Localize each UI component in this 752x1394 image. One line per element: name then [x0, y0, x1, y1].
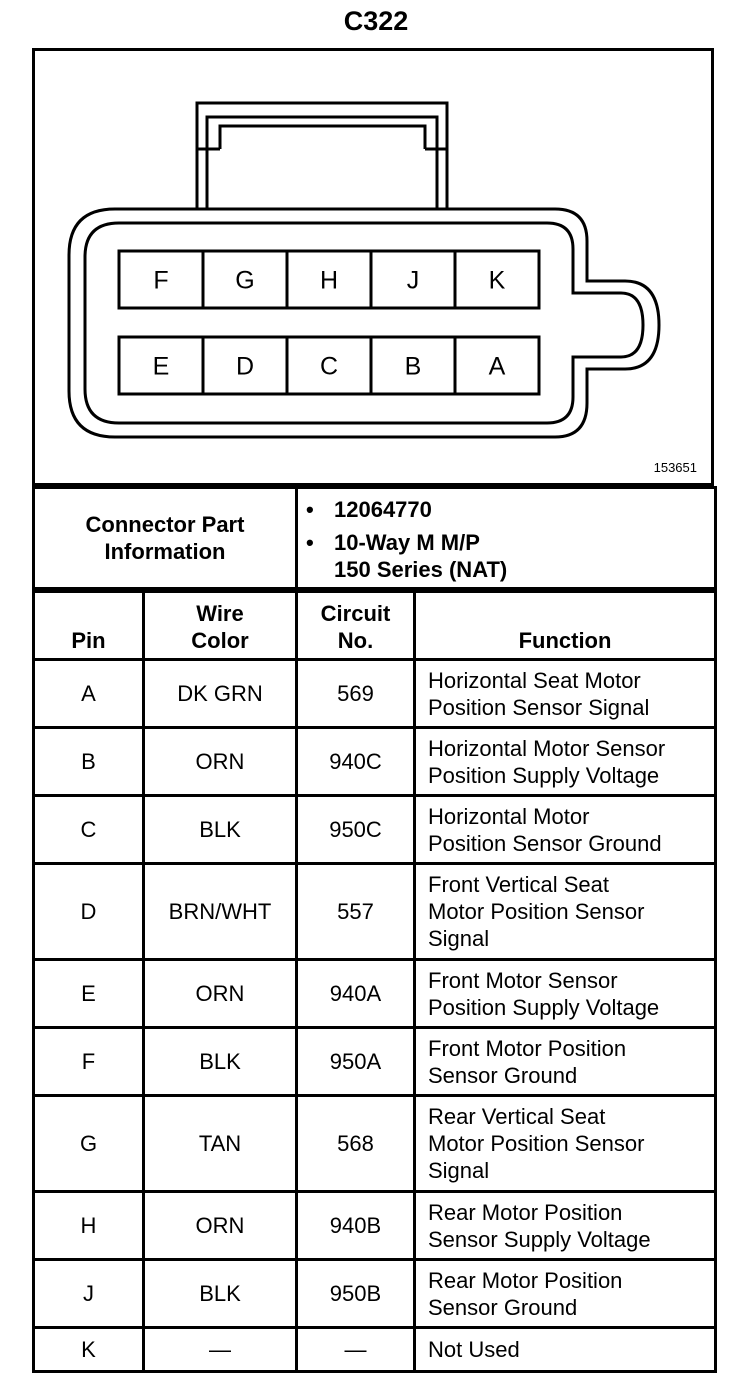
pin-cell: J: [34, 1260, 144, 1328]
function-cell: [415, 728, 716, 796]
function-line: Rear Vertical Seat: [428, 1104, 606, 1129]
function-line: Horizontal Motor: [428, 803, 590, 829]
circuit-cell: 569: [297, 660, 415, 728]
label-line-1: Connector Part: [85, 512, 245, 537]
function-cell: [415, 1260, 716, 1328]
pin-cell: A: [34, 660, 144, 728]
function-cell: [415, 1192, 716, 1260]
circuit-cell: 950A: [297, 1028, 415, 1096]
part-number-item: [306, 496, 714, 523]
cavity-label-k: K: [488, 266, 506, 295]
cavity-label-g: G: [235, 266, 255, 295]
table-row: [34, 660, 716, 728]
function-cell: [415, 960, 716, 1028]
function-line: Rear Motor Position: [428, 1199, 623, 1225]
table-row: [34, 1260, 716, 1328]
function-cell: [415, 796, 716, 864]
wire-color-cell: BLK: [144, 1028, 297, 1096]
function-line: Rear Motor Position: [428, 1267, 623, 1293]
pin-cell: C: [34, 796, 144, 864]
circuit-cell: 950B: [297, 1260, 415, 1328]
cavity-label-d: D: [235, 352, 255, 381]
wire-color-cell: DK GRN: [144, 660, 297, 728]
function-line: Motor Position Sensor: [428, 1131, 645, 1156]
cavity-label-e: E: [152, 352, 170, 381]
bullet: •: [306, 496, 314, 522]
connector-face-drawing: [35, 51, 711, 483]
function-cell: [415, 1028, 716, 1096]
description-line-1: 10-Way M M/P: [334, 529, 480, 555]
function-line: Sensor Supply Voltage: [428, 1226, 651, 1252]
pin-cell: E: [34, 960, 144, 1028]
pin-cell: K: [34, 1328, 144, 1372]
table-row: [34, 960, 716, 1028]
pin-cell: G: [34, 1096, 144, 1192]
pin-cell: D: [34, 864, 144, 960]
wire-color-cell: —: [144, 1328, 297, 1372]
header-pin: Pin: [34, 592, 144, 660]
header-wire-color: Wire Color: [144, 592, 297, 660]
figure-id: 153651: [653, 460, 697, 475]
pin-cell: H: [34, 1192, 144, 1260]
function-line: Not Used: [428, 1337, 520, 1362]
description-line-2: 150 Series (NAT): [334, 556, 508, 582]
cavity-label-f: F: [153, 266, 169, 295]
description-item: [306, 529, 714, 583]
table-row: [34, 1028, 716, 1096]
wire-color-cell: ORN: [144, 728, 297, 796]
cavity-label-h: H: [319, 266, 339, 295]
part-number: 12064770: [334, 496, 432, 522]
bullet: •: [306, 529, 314, 555]
table-row: [34, 1096, 716, 1192]
cavity-label-b: B: [404, 352, 422, 381]
wire-color-cell: TAN: [144, 1096, 297, 1192]
wire-color-cell: BLK: [144, 1260, 297, 1328]
wire-color-cell: BRN/WHT: [144, 864, 297, 960]
circuit-cell: 557: [297, 864, 415, 960]
pinout-table: [32, 590, 717, 1373]
pin-cell: B: [34, 728, 144, 796]
function-line: Signal: [428, 1158, 490, 1183]
label-line-2: Information: [104, 539, 226, 564]
function-line: Position Supply Voltage: [428, 994, 660, 1020]
function-line: Sensor Ground: [428, 1062, 578, 1088]
wire-color-cell: ORN: [144, 1192, 297, 1260]
function-cell: [415, 1328, 716, 1372]
function-cell: [415, 864, 716, 960]
wire-color-cell: BLK: [144, 796, 297, 864]
circuit-cell: 940B: [297, 1192, 415, 1260]
function-line: Front Motor Position: [428, 1035, 627, 1061]
function-line: Motor Position Sensor: [428, 899, 645, 924]
table-row: [34, 1192, 716, 1260]
connector-part-details: [297, 488, 716, 589]
table-row: [34, 796, 716, 864]
function-line: Horizontal Seat Motor: [428, 667, 641, 693]
circuit-cell: 940C: [297, 728, 415, 796]
header-function: Function: [415, 592, 716, 660]
function-line: Front Vertical Seat: [428, 872, 609, 897]
circuit-cell: —: [297, 1328, 415, 1372]
circuit-cell: 950C: [297, 796, 415, 864]
table-row: [34, 1328, 716, 1372]
connector-title: C322: [343, 6, 409, 36]
function-line: Front Motor Sensor: [428, 967, 618, 993]
cavity-label-c: C: [319, 352, 339, 381]
table-row: [34, 728, 716, 796]
cavity-label-j: J: [406, 266, 420, 295]
header-circuit-no: Circuit No.: [297, 592, 415, 660]
wire-color-cell: ORN: [144, 960, 297, 1028]
function-line: Position Sensor Signal: [428, 694, 650, 720]
pin-cell: F: [34, 1028, 144, 1096]
circuit-cell: 940A: [297, 960, 415, 1028]
circuit-cell: 568: [297, 1096, 415, 1192]
connector-info-table: [32, 486, 717, 590]
function-line: Position Supply Voltage: [428, 762, 660, 788]
function-cell: [415, 660, 716, 728]
cavity-label-a: A: [488, 352, 506, 381]
connector-part-label: [34, 488, 297, 589]
function-line: Horizontal Motor Sensor: [428, 735, 666, 761]
table-row: [34, 864, 716, 960]
function-line: Sensor Ground: [428, 1294, 578, 1320]
connector-diagram: [32, 48, 714, 486]
function-line: Position Sensor Ground: [428, 830, 662, 856]
function-line: Signal: [428, 926, 490, 951]
function-cell: [415, 1096, 716, 1192]
